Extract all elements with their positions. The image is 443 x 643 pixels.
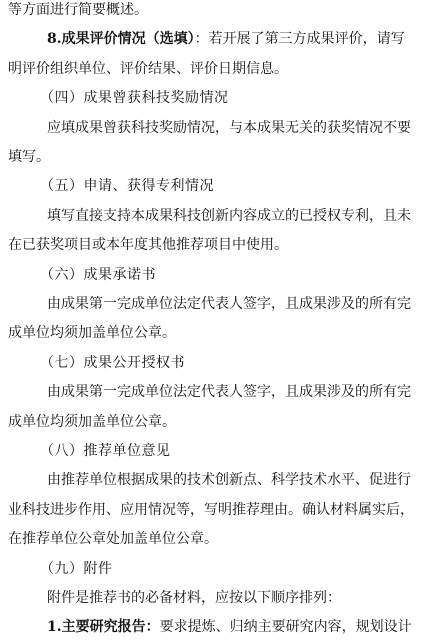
section-item-8-text: ：若开展了第三方成果评价，请写	[194, 31, 405, 47]
paragraph-line: 由成果第一完成单位法定代表人签字，且成果涉及的所有完	[47, 296, 411, 312]
attachment-item-1-title: 1.主要研究报告：	[47, 619, 160, 635]
paragraph-line: 由成果第一完成单位法定代表人签字，且成果涉及的所有完	[47, 384, 411, 400]
paragraph-line: 成单位均须加盖单位公章。	[8, 325, 176, 341]
text-line: 明评价组织单位、评价结果、评价日期信息。	[8, 61, 288, 77]
paragraph-line: 在推荐单位公章处加盖单位公章。	[8, 531, 218, 547]
paragraph-line: 由推荐单位根据成果的技术创新点、科学技术水平、促进行	[47, 472, 411, 488]
section-item-8	[47, 29, 443, 49]
paragraph-line: 在已获奖项目或本年度其他推荐项目中使用。	[8, 237, 288, 253]
section-heading-9: （九）附件	[40, 561, 113, 577]
attachment-item-1	[47, 617, 443, 637]
paragraph-line: 成单位均须加盖单位公章。	[8, 414, 176, 430]
section-heading-4: （四）成果曾获科技奖励情况	[40, 90, 229, 106]
text-line: 等方面进行简要概述。	[8, 2, 148, 18]
paragraph-line: 填写。	[8, 149, 50, 165]
attachment-item-1-text: 要求提炼、归纳主要研究内容，规划设计	[159, 619, 412, 635]
section-heading-8: （八）推荐单位意见	[40, 443, 171, 459]
paragraph-line: 应填成果曾获科技奖励情况，与本成果无关的获奖情况不要	[47, 120, 411, 136]
section-heading-7: （七）成果公开授权书	[40, 355, 185, 371]
section-item-8-title: 8.成果评价情况（选填）	[47, 31, 195, 47]
paragraph-line: 业科技进步作用、应用情况等，写明推荐理由。确认材料属实后，	[8, 502, 414, 518]
section-heading-5: （五）申请、获得专利情况	[40, 178, 214, 194]
paragraph-line: 填写直接支持本成果科技创新内容成立的已授权专利，且未	[47, 208, 411, 224]
paragraph-line: 附件是推荐书的必备材料，应按以下顺序排列：	[47, 590, 341, 606]
section-heading-6: （六）成果承诺书	[40, 267, 156, 283]
